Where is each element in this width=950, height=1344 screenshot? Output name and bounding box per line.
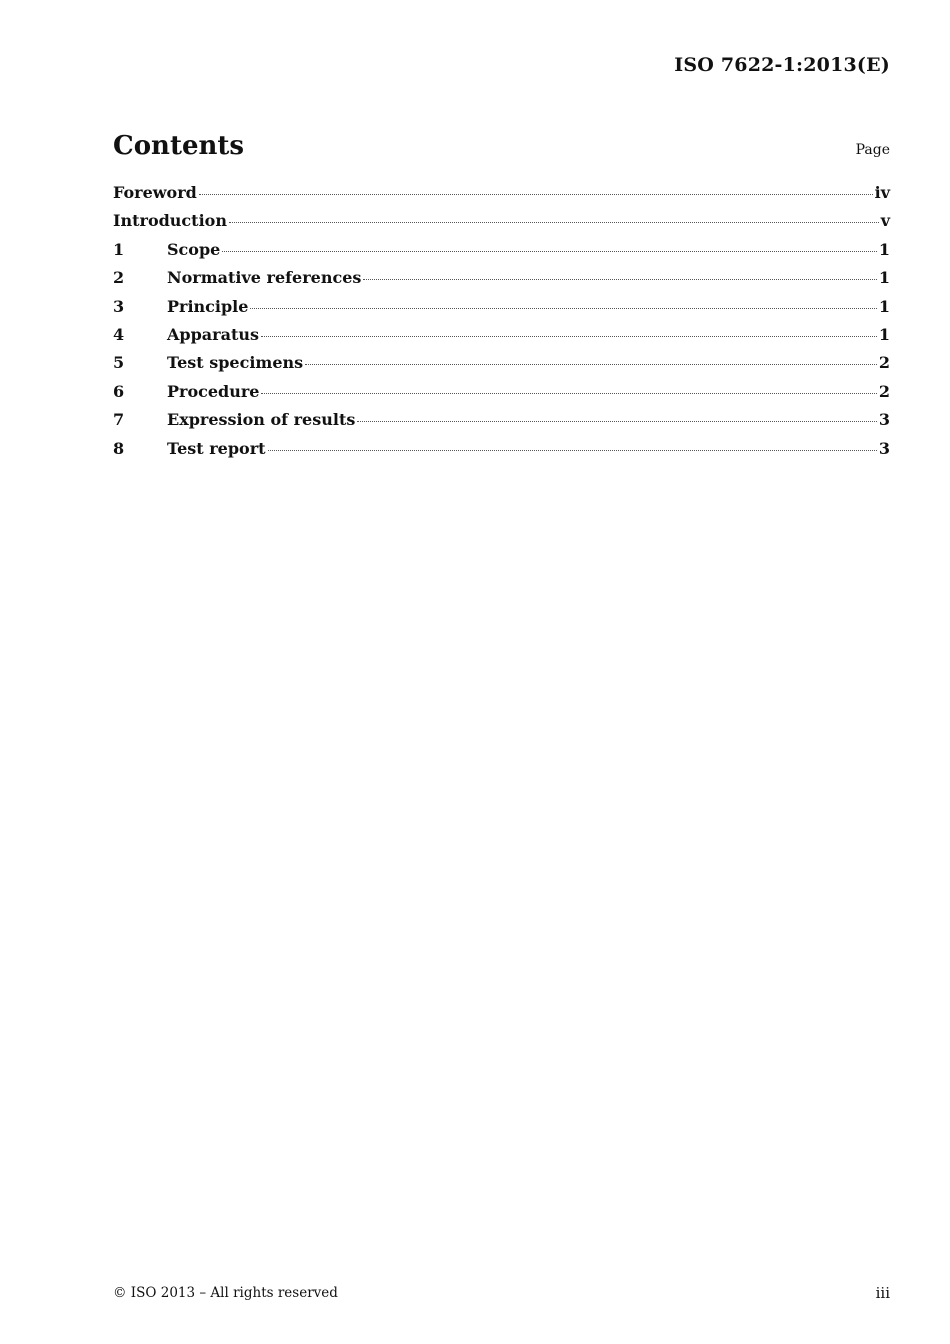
dot-leader (222, 251, 877, 252)
toc-entry-number: 4 (113, 324, 125, 344)
toc-entry-number: 2 (113, 268, 125, 288)
toc-entry-page: 2 (878, 353, 890, 373)
toc-entry-scope[interactable] (113, 240, 890, 268)
toc-entry-apparatus[interactable] (113, 325, 890, 353)
toc-entry-title: Test report (167, 438, 266, 458)
toc-entry-page: iv (874, 183, 890, 202)
toc-entry-number: 7 (113, 410, 125, 430)
toc-entry-title: Apparatus (167, 324, 259, 344)
toc-entry-normative-references[interactable] (113, 268, 890, 296)
toc-entry-foreword[interactable] (113, 183, 890, 211)
toc-entry-title: Introduction (113, 211, 227, 231)
document-id: ISO 7622-1:2013(E) (674, 54, 890, 76)
toc-entry-test-report[interactable] (113, 439, 890, 467)
toc-entry-expression-of-results[interactable] (113, 410, 890, 438)
toc-entry-title: Principle (167, 296, 249, 316)
footer-page-number: iii (875, 1284, 890, 1302)
toc-entry-page: 1 (878, 324, 890, 344)
toc-entry-page: 3 (878, 410, 890, 430)
contents-title: Contents (113, 131, 245, 161)
toc-entry-number: 8 (113, 438, 125, 458)
toc-entry-page: 1 (878, 296, 890, 316)
dot-leader (229, 222, 879, 223)
dot-leader (261, 336, 877, 337)
toc-entry-procedure[interactable] (113, 382, 890, 410)
dot-leader (357, 421, 877, 422)
dot-leader (250, 308, 876, 309)
toc-entry-page: 2 (878, 381, 890, 401)
toc-entry-introduction[interactable] (113, 211, 890, 239)
dot-leader (363, 279, 876, 280)
dot-leader (199, 194, 873, 195)
toc-entry-number: 5 (113, 353, 125, 373)
toc-entry-title: Scope (167, 239, 221, 259)
toc-entry-title: Expression of results (167, 410, 356, 430)
toc-entry-page: 1 (878, 268, 890, 288)
toc-entry-number: 6 (113, 381, 125, 401)
page-column-label: Page (855, 142, 890, 158)
toc-entry-principle[interactable] (113, 297, 890, 325)
toc-entry-title: Test specimens (167, 353, 304, 373)
dot-leader (268, 450, 877, 451)
footer-copyright: © ISO 2013 – All rights reserved (113, 1285, 338, 1301)
toc-entry-title: Foreword (113, 183, 197, 202)
toc-entry-page: 1 (878, 239, 890, 259)
toc-entry-number: 3 (113, 296, 125, 316)
table-of-contents (113, 183, 890, 467)
dot-leader (305, 364, 877, 365)
toc-entry-page: v (880, 211, 890, 231)
toc-entry-number: 1 (113, 239, 125, 259)
toc-entry-page: 3 (878, 438, 890, 458)
dot-leader (261, 393, 876, 394)
toc-entry-test-specimens[interactable] (113, 353, 890, 381)
toc-entry-title: Procedure (167, 381, 260, 401)
toc-entry-title: Normative references (167, 268, 362, 288)
